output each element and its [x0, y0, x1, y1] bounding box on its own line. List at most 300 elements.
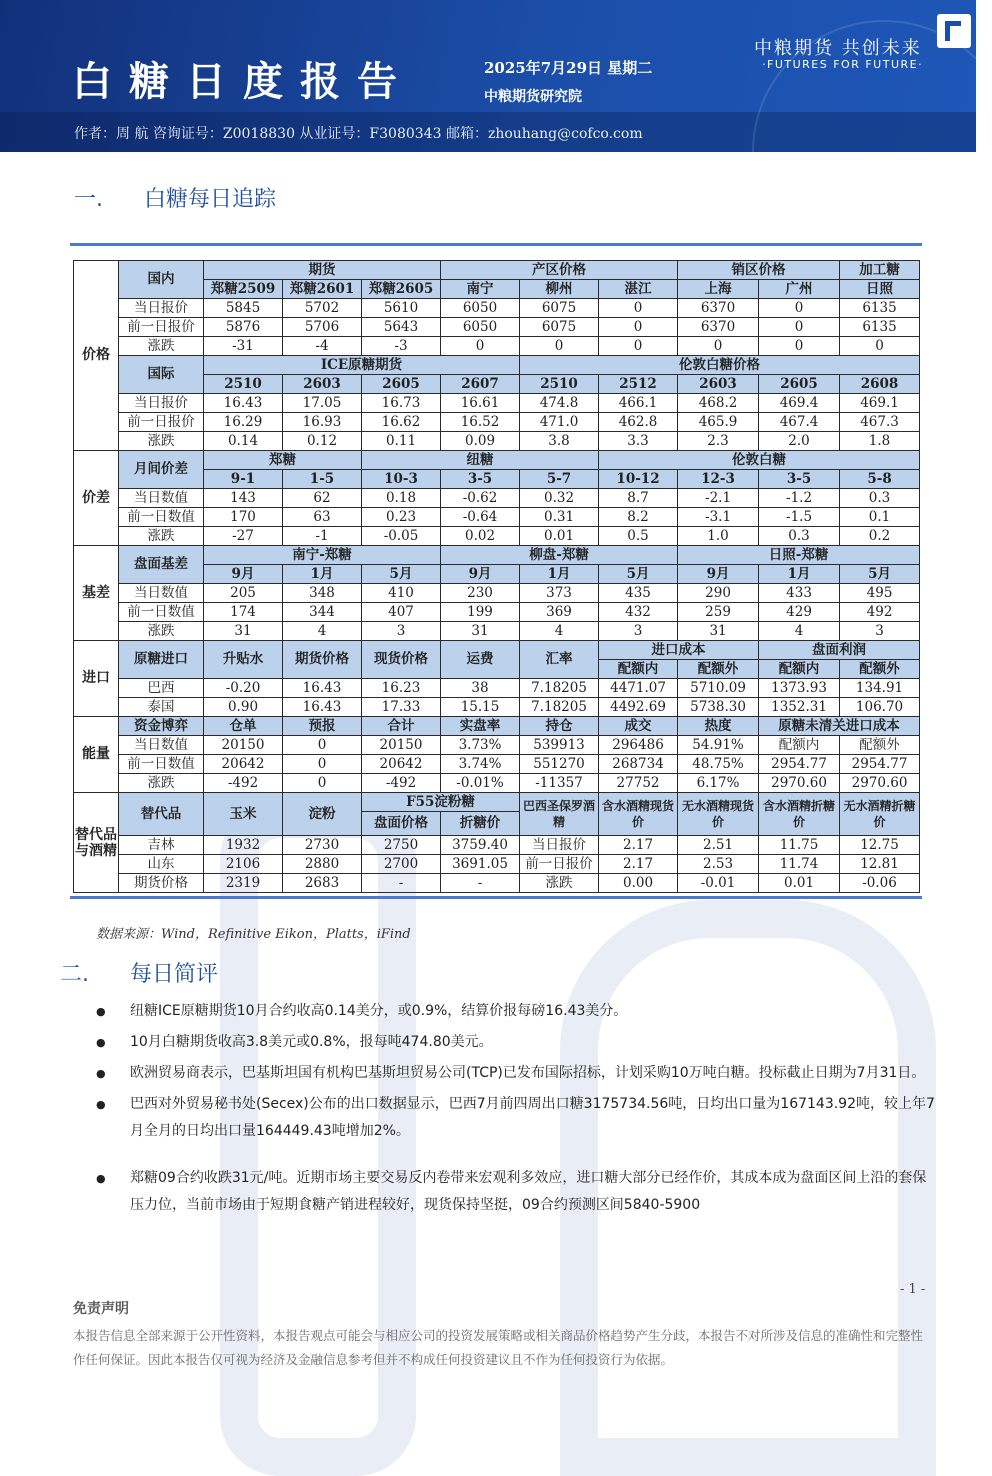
cell: 0.01	[520, 527, 599, 546]
cell: 17.33	[362, 698, 441, 717]
cell: 5876	[204, 318, 283, 337]
cell: 31	[678, 622, 759, 641]
row-label: 泰国	[119, 698, 204, 717]
cell: -0.64	[441, 508, 520, 527]
col-head: 折糖价	[441, 812, 520, 836]
table-row	[74, 527, 920, 546]
cell: 344	[283, 603, 362, 622]
table-row	[74, 356, 920, 375]
cell: 0	[759, 337, 840, 356]
cell: 174	[204, 603, 283, 622]
table-row	[74, 622, 920, 641]
cell: 468.2	[678, 394, 759, 413]
table-row	[74, 874, 920, 893]
cell: 0.14	[204, 432, 283, 451]
cell: 0	[840, 337, 920, 356]
table-row	[74, 855, 920, 874]
cell: 1352.31	[759, 698, 840, 717]
cell: -0.62	[441, 489, 520, 508]
cell: 0.5	[599, 527, 678, 546]
col-head: 郑糖2605	[362, 280, 441, 299]
cell: 3	[362, 622, 441, 641]
cell: -0.01	[678, 874, 759, 893]
row-label: 巴西	[119, 679, 204, 698]
cell: 467.4	[759, 413, 840, 432]
col-head: 热度	[678, 717, 759, 736]
cell: -492	[204, 774, 283, 793]
cell: 0.12	[283, 432, 362, 451]
cell: 6370	[678, 318, 759, 337]
col-head: 南宁	[441, 280, 520, 299]
list-item: ● 郑糖09合约收跌31元/吨。近期市场主要交易反内卷带来宏观利多效应，进口糖大部分已经作价，其成本成为盘面区间上沿的套保压力位，当前市场由于短期食糖产销进程较好，现货保持坚挺，09合约预测区间5840-5900	[96, 1165, 936, 1219]
page-number: - 1 -	[900, 1282, 926, 1297]
cell: 2.17	[599, 855, 678, 874]
cell: 407	[362, 603, 441, 622]
col-head: 巴西圣保罗酒精	[520, 793, 599, 836]
cell: 2683	[283, 874, 362, 893]
group-head: 伦敦白糖价格	[520, 356, 920, 375]
cell: 230	[441, 584, 520, 603]
cell: 2970.60	[840, 774, 920, 793]
cell: 433	[759, 584, 840, 603]
cell: 配额内	[759, 736, 840, 755]
row-label: 当日报价	[119, 299, 204, 318]
section-title: 每日简评	[130, 962, 219, 987]
col-head: 2510	[520, 375, 599, 394]
cell: 296486	[599, 736, 678, 755]
cell: 2319	[204, 874, 283, 893]
row-label: 前一日数值	[119, 603, 204, 622]
cell: 0	[520, 337, 599, 356]
cell: 4	[520, 622, 599, 641]
cell: 3691.05	[441, 855, 520, 874]
cell: 0.01	[759, 874, 840, 893]
col-head: 配额内	[599, 660, 678, 679]
group-head: ICE原糖期货	[204, 356, 520, 375]
group-head: 盘面利润	[759, 641, 920, 660]
cell: 373	[520, 584, 599, 603]
row-label: 涨跌	[119, 774, 204, 793]
cell: 495	[840, 584, 920, 603]
col-head: 淀粉	[283, 793, 362, 836]
cell: 369	[520, 603, 599, 622]
col-head: 无水酒精折糖价	[840, 793, 920, 836]
table-row	[74, 755, 920, 774]
cell: 0.32	[520, 489, 599, 508]
cell: 63	[283, 508, 362, 527]
group-head: 日照-郑糖	[678, 546, 920, 565]
col-head: 9月	[441, 565, 520, 584]
category-price: 价格	[74, 261, 119, 451]
col-head: 汇率	[520, 641, 599, 679]
cell: 0	[283, 774, 362, 793]
row-label: 期货价格	[119, 874, 204, 893]
col-head: 10-12	[599, 470, 678, 489]
cell: 0	[283, 736, 362, 755]
cell: 259	[678, 603, 759, 622]
cell: 348	[283, 584, 362, 603]
col-head: 现货价格	[362, 641, 441, 679]
col-head: 持仓	[520, 717, 599, 736]
section-rule-top	[70, 243, 922, 246]
cell: 134.91	[840, 679, 920, 698]
group-head: 郑糖	[204, 451, 362, 470]
col-head: 实盘率	[441, 717, 520, 736]
row-label: 涨跌	[119, 337, 204, 356]
row-label: 当日数值	[119, 489, 204, 508]
cell: 5610	[362, 299, 441, 318]
cell: 4492.69	[599, 698, 678, 717]
cell: 62	[283, 489, 362, 508]
cell: 469.4	[759, 394, 840, 413]
cell: 0.23	[362, 508, 441, 527]
col-head: 9月	[204, 565, 283, 584]
cell: 12.81	[840, 855, 920, 874]
col-head: 广州	[759, 280, 840, 299]
cell: 6075	[520, 299, 599, 318]
cell: -4	[283, 337, 362, 356]
cell: 2954.77	[840, 755, 920, 774]
table-row	[74, 261, 920, 280]
col-head: 3-5	[759, 470, 840, 489]
col-head: 2605	[759, 375, 840, 394]
section-number: 二.	[60, 962, 89, 987]
cell: 0.00	[599, 874, 678, 893]
col-head: 柳州	[520, 280, 599, 299]
cell: 16.62	[362, 413, 441, 432]
col-head: 原糖未清关进口成本	[759, 717, 920, 736]
table-row	[74, 679, 920, 698]
col-head: 郑糖2509	[204, 280, 283, 299]
cell: 6135	[840, 318, 920, 337]
col-head: 1月	[283, 565, 362, 584]
col-head: 2512	[599, 375, 678, 394]
table-row	[74, 451, 920, 470]
table-row	[74, 793, 920, 812]
cell: 8.7	[599, 489, 678, 508]
category-substitutes: 替代品与酒精	[74, 793, 119, 893]
cell: 20150	[204, 736, 283, 755]
cell: -0.01%	[441, 774, 520, 793]
cell: 1.8	[840, 432, 920, 451]
col-head: 2605	[362, 375, 441, 394]
cell: 1.0	[678, 527, 759, 546]
cell: -2.1	[678, 489, 759, 508]
cell: 0.3	[759, 527, 840, 546]
cell: 466.1	[599, 394, 678, 413]
cell: 3	[840, 622, 920, 641]
row-head: 国内	[119, 261, 204, 299]
col-head: 9月	[678, 565, 759, 584]
col-head: 1-5	[283, 470, 362, 489]
cell: 16.61	[441, 394, 520, 413]
table-row	[74, 337, 920, 356]
cell: -1.5	[759, 508, 840, 527]
cell: 20150	[362, 736, 441, 755]
table-row	[74, 774, 920, 793]
cell: 199	[441, 603, 520, 622]
row-label: 涨跌	[119, 432, 204, 451]
category-energy: 能量	[74, 717, 119, 793]
cell: -	[362, 874, 441, 893]
col-head: 无水酒精现货价	[678, 793, 759, 836]
cell: 16.29	[204, 413, 283, 432]
cell: 1932	[204, 836, 283, 855]
cell: 7.18205	[520, 698, 599, 717]
group-head: 南宁-郑糖	[204, 546, 441, 565]
cell: 5702	[283, 299, 362, 318]
col-head: 2608	[840, 375, 920, 394]
cell: 0	[599, 299, 678, 318]
cell: 5706	[283, 318, 362, 337]
cell: 465.9	[678, 413, 759, 432]
row-label: 前一日数值	[119, 508, 204, 527]
cell: 170	[204, 508, 283, 527]
section-title: 白糖每日追踪	[144, 187, 277, 212]
col-head: 玉米	[204, 793, 283, 836]
group-head: 柳盘-郑糖	[441, 546, 678, 565]
cell: 4471.07	[599, 679, 678, 698]
row-head: 国际	[119, 356, 204, 394]
col-head: 期货价格	[283, 641, 362, 679]
cell: -11357	[520, 774, 599, 793]
cell: 492	[840, 603, 920, 622]
cell: 6050	[441, 318, 520, 337]
cell: 435	[599, 584, 678, 603]
disclaimer-title: 免责声明	[73, 1301, 129, 1317]
row-label: 前一日报价	[119, 413, 204, 432]
cell: -3.1	[678, 508, 759, 527]
section-rule-bottom	[70, 896, 922, 899]
cell: 3.73%	[441, 736, 520, 755]
col-head: 含水酒精现货价	[599, 793, 678, 836]
table-row	[74, 489, 920, 508]
cell: 0	[441, 337, 520, 356]
row-label: 涨跌	[520, 874, 599, 893]
col-head: 2603	[678, 375, 759, 394]
col-head: 配额外	[840, 660, 920, 679]
cell: 27752	[599, 774, 678, 793]
group-head: 销区价格	[678, 261, 840, 280]
table-row	[74, 717, 920, 736]
data-source-note: 数据来源：Wind，Refinitive Eikon，Platts，iFind	[96, 927, 411, 942]
cell: 38	[441, 679, 520, 698]
group-head: 纽糖	[362, 451, 599, 470]
cell: 3.74%	[441, 755, 520, 774]
col-head: 郑糖2601	[283, 280, 362, 299]
col-head: 配额内	[759, 660, 840, 679]
report-title: 白糖日度报告	[72, 59, 414, 105]
report-date: 2025年7月29日 星期二	[484, 59, 653, 77]
cell: -1.2	[759, 489, 840, 508]
row-label: 前一日报价	[119, 318, 204, 337]
table-row	[74, 432, 920, 451]
row-head: 替代品	[119, 793, 204, 836]
cell: 6370	[678, 299, 759, 318]
col-head: 2510	[204, 375, 283, 394]
list-item: ● 欧洲贸易商表示，巴基斯坦国有机构巴基斯坦贸易公司(TCP)已发布国际招标，计划采购10万吨白糖。投标截止日期为7月31日。	[96, 1060, 936, 1087]
table-row	[74, 546, 920, 565]
row-label: 当日数值	[119, 736, 204, 755]
cell: 0.90	[204, 698, 283, 717]
row-head: 原糖进口	[119, 641, 204, 679]
cell: 7.18205	[520, 679, 599, 698]
cell: 0.1	[840, 508, 920, 527]
cell: 48.75%	[678, 755, 759, 774]
cell: 1373.93	[759, 679, 840, 698]
col-head: 2607	[441, 375, 520, 394]
cell: 0	[759, 318, 840, 337]
cell: 2954.77	[759, 755, 840, 774]
row-head: 盘面基差	[119, 546, 204, 584]
col-head: 5月	[840, 565, 920, 584]
row-label: 涨跌	[119, 527, 204, 546]
group-head: 进口成本	[599, 641, 759, 660]
cell: 106.70	[840, 698, 920, 717]
cell: 462.8	[599, 413, 678, 432]
col-head: 1月	[759, 565, 840, 584]
table-row	[74, 641, 920, 660]
cell: 3759.40	[441, 836, 520, 855]
cell: -	[441, 874, 520, 893]
col-head: 9-1	[204, 470, 283, 489]
col-head: 5-7	[520, 470, 599, 489]
row-label: 前一日数值	[119, 755, 204, 774]
cell: 5710.09	[678, 679, 759, 698]
category-import: 进口	[74, 641, 119, 717]
category-spread: 价差	[74, 451, 119, 546]
cell: 16.93	[283, 413, 362, 432]
cell: 551270	[520, 755, 599, 774]
cell: 8.2	[599, 508, 678, 527]
row-label: 前一日报价	[520, 855, 599, 874]
row-label: 涨跌	[119, 622, 204, 641]
col-head: 5-8	[840, 470, 920, 489]
group-head: 伦敦白糖	[599, 451, 920, 470]
col-head: 合计	[362, 717, 441, 736]
row-label: 当日报价	[119, 394, 204, 413]
cell: 20642	[362, 755, 441, 774]
cell: 2970.60	[759, 774, 840, 793]
section-number: 一.	[74, 187, 103, 212]
cell: 0	[599, 318, 678, 337]
cell: 2880	[283, 855, 362, 874]
cell: 2730	[283, 836, 362, 855]
cell: 0.3	[840, 489, 920, 508]
col-head: 运费	[441, 641, 520, 679]
sugar-tracking-table	[73, 260, 920, 893]
disclaimer-text: 本报告信息全部来源于公开性资料，本报告观点可能会与相应公司的投资发展策略或相关商品价格趋势产生分歧，本报告不对所涉及信息的准确性和完整性作任何保证。因此本报告仅可视为经济及金融信息参考但并不构成任何投资建议且不作为任何投资行为依据。	[73, 1328, 924, 1367]
cell: 2750	[362, 836, 441, 855]
cell: -31	[204, 337, 283, 356]
cell: 6050	[441, 299, 520, 318]
cell: -0.06	[840, 874, 920, 893]
cell: 467.3	[840, 413, 920, 432]
list-item: ● 纽糖ICE原糖期货10月合约收高0.14美分，或0.9%，结算价报每磅16.43美分。	[96, 998, 936, 1025]
col-head: 日照	[840, 280, 920, 299]
table-row	[74, 318, 920, 337]
cell: 471.0	[520, 413, 599, 432]
table-row	[74, 299, 920, 318]
cell: 143	[204, 489, 283, 508]
cell: 539913	[520, 736, 599, 755]
group-head: F55淀粉糖	[362, 793, 520, 812]
cell: -1	[283, 527, 362, 546]
table-row	[74, 836, 920, 855]
col-head: 盘面价格	[362, 812, 441, 836]
cell: 3	[599, 622, 678, 641]
cell: 17.05	[283, 394, 362, 413]
col-head: 1月	[520, 565, 599, 584]
report-header	[0, 0, 976, 152]
table-row	[74, 698, 920, 717]
cell: -0.05	[362, 527, 441, 546]
cell: -3	[362, 337, 441, 356]
cell: 16.43	[283, 679, 362, 698]
cell: 6.17%	[678, 774, 759, 793]
cell: 5738.30	[678, 698, 759, 717]
cell: 2106	[204, 855, 283, 874]
cell: 16.43	[283, 698, 362, 717]
cell: 432	[599, 603, 678, 622]
cell: 15.15	[441, 698, 520, 717]
cell: 6135	[840, 299, 920, 318]
cell: 429	[759, 603, 840, 622]
row-label: 山东	[119, 855, 204, 874]
cell: 0	[599, 337, 678, 356]
cell: 0.02	[441, 527, 520, 546]
brand-subtitle: ·FUTURES FOR FUTURE·	[762, 58, 924, 71]
cell: 0.2	[840, 527, 920, 546]
cell: 0	[678, 337, 759, 356]
list-item: ● 巴西对外贸易秘书处(Secex)公布的出口数据显示，巴西7月前四周出口糖3175734.56吨，日均出口量为167143.92吨，较上年7月全月的日均出口量164449.43吨增加2%。	[96, 1091, 936, 1145]
brand-slogan: 中粮期货 共创未来	[754, 38, 922, 59]
cell: 2.53	[678, 855, 759, 874]
col-head: 预报	[283, 717, 362, 736]
cell: 11.75	[759, 836, 840, 855]
cell: 12.75	[840, 836, 920, 855]
cell: 469.1	[840, 394, 920, 413]
cell: -27	[204, 527, 283, 546]
cell: 5643	[362, 318, 441, 337]
col-head: 含水酒精折糖价	[759, 793, 840, 836]
cell: 3.8	[520, 432, 599, 451]
cell: 2700	[362, 855, 441, 874]
table-row	[74, 584, 920, 603]
col-head: 12-3	[678, 470, 759, 489]
col-head: 上海	[678, 280, 759, 299]
cell: 0.09	[441, 432, 520, 451]
cell: 0.31	[520, 508, 599, 527]
author-line: 作者：周 航 咨询证号：Z0018830 从业证号：F3080343 邮箱：zhouhang@cofco.com	[74, 126, 643, 142]
group-head: 加工糖	[840, 261, 920, 280]
cell: 4	[283, 622, 362, 641]
col-head: 5月	[599, 565, 678, 584]
cell: 0	[759, 299, 840, 318]
cell: 11.74	[759, 855, 840, 874]
table-row	[74, 394, 920, 413]
cell: -492	[362, 774, 441, 793]
row-label: 当日报价	[520, 836, 599, 855]
cell: 16.73	[362, 394, 441, 413]
cell: 16.52	[441, 413, 520, 432]
company-logo-icon	[937, 14, 971, 48]
cell: 0.18	[362, 489, 441, 508]
col-head: 仓单	[204, 717, 283, 736]
row-head: 资金博弈	[119, 717, 204, 736]
table-row	[74, 413, 920, 432]
cell: 2.0	[759, 432, 840, 451]
